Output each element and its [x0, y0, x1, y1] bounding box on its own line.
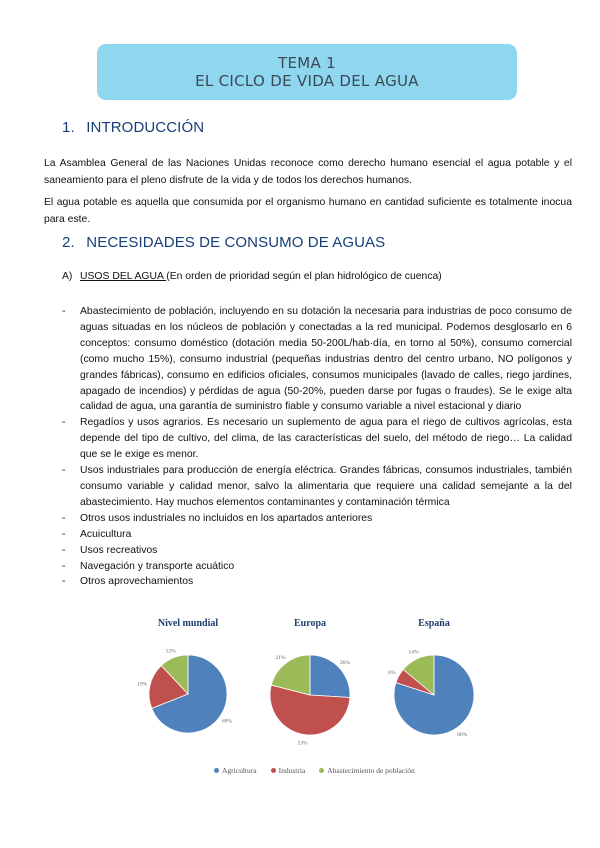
list-item: - Navegación y transporte acuático [62, 560, 235, 572]
pie-data-label: 21% [275, 655, 286, 662]
pie-data-label: 69% [221, 718, 232, 725]
legend-swatch [271, 768, 276, 773]
section-1-number: 1. [62, 119, 75, 136]
pie-data-label: 12% [165, 648, 176, 655]
subsection-label: USOS DEL AGUA [80, 271, 167, 282]
list-item: - Regadíos y usos agrarios. Es necesario un suplemento de agua para el riego de cultivos agrícolas, esta depende del tipo de cultivo, del clima, de las características del suelo, del método de riego… La calidad que se le exige es menor. [62, 417, 572, 461]
section-1-title: INTRODUCCIÓN [86, 119, 205, 136]
title-line-1: TEMA 1 [278, 54, 336, 72]
chart-title-spain: España [418, 618, 450, 629]
pie-data-label: 19% [137, 681, 148, 688]
legend-swatch [319, 768, 324, 773]
pie-data-label: 14% [408, 649, 419, 656]
list-item: - Otros aprovechamientos [62, 576, 194, 588]
pie-data-label: 6% [388, 669, 396, 676]
list-item: - Usos recreativos [62, 544, 158, 556]
intro-paragraph-1: La Asamblea General de las Naciones Unidas reconoce como derecho humano esencial el agua potable y el saneamiento para el pleno disfrute de la vida y de todos los derechos humanos. [44, 158, 572, 186]
chart-title-world: Nivel mundial [157, 618, 219, 629]
pie-data-label: 80% [457, 731, 468, 738]
list-item: - Acuicultura [62, 528, 132, 540]
intro-paragraph-2: El agua potable es aquella que consumida por el organismo humano en cantidad suficiente es totalmente inocua para este. [44, 197, 572, 225]
list-item: - Usos industriales para producción de energía eléctrica. Grandes fábricas, consumos industriales, también consumo variable y calidad menor, salvo la alimentaria que requiere una calidad semejante a la del abastecimiento. Hay muchos elementos contaminantes y contaminación térmica [62, 465, 572, 508]
legend-item-abastecimiento: Abastecimiento de población [319, 766, 414, 775]
subsection-letter: A) [62, 271, 73, 282]
section-2-number: 2. [62, 234, 75, 251]
list-item: - Abastecimiento de población, incluyendo en su dotación la necesaria para industrias de poco consumo de aguas situadas en los núcleos de población y conectadas a la red municipal. Podemos desglosarlo en 6 conceptos: consumo doméstico (dotación media 50-200L/hab·día, en torno al 50%), consumo comercial (como mucho 15%), consumo industrial (pequeñas industrias dentro del centro urbano, NO polígonos y grandes fábricas), consumo en edificios oficiales, consumos municipales (lavado de calles, riego jardines, apagado de incendios) y pérdidas de agua (50-20%, pueden darse por fugas o fraudes). Se le exige alta calidad de agua, una garantía de suministro fiable y consumo variable a nivel estacional y diario [62, 306, 572, 413]
legend-item-industria: Industria [271, 766, 306, 775]
legend-swatch [214, 768, 219, 773]
pie-data-label: 26% [339, 660, 351, 667]
chart-legend [214, 766, 415, 775]
chart-title-europe: Europa [293, 618, 327, 629]
list-item: - Otros usos industriales no incluidos en los apartados anteriores [62, 512, 373, 524]
subsection-note: (En orden de prioridad según el plan hidrológico de cuenca) [166, 271, 442, 282]
section-2-title: NECESIDADES DE CONSUMO DE AGUAS [86, 234, 386, 251]
title-line-2: EL CICLO DE VIDA DEL AGUA [195, 72, 419, 90]
pie-data-label: 53% [297, 740, 308, 747]
legend-item-agricultura: Agricultura [214, 766, 257, 775]
